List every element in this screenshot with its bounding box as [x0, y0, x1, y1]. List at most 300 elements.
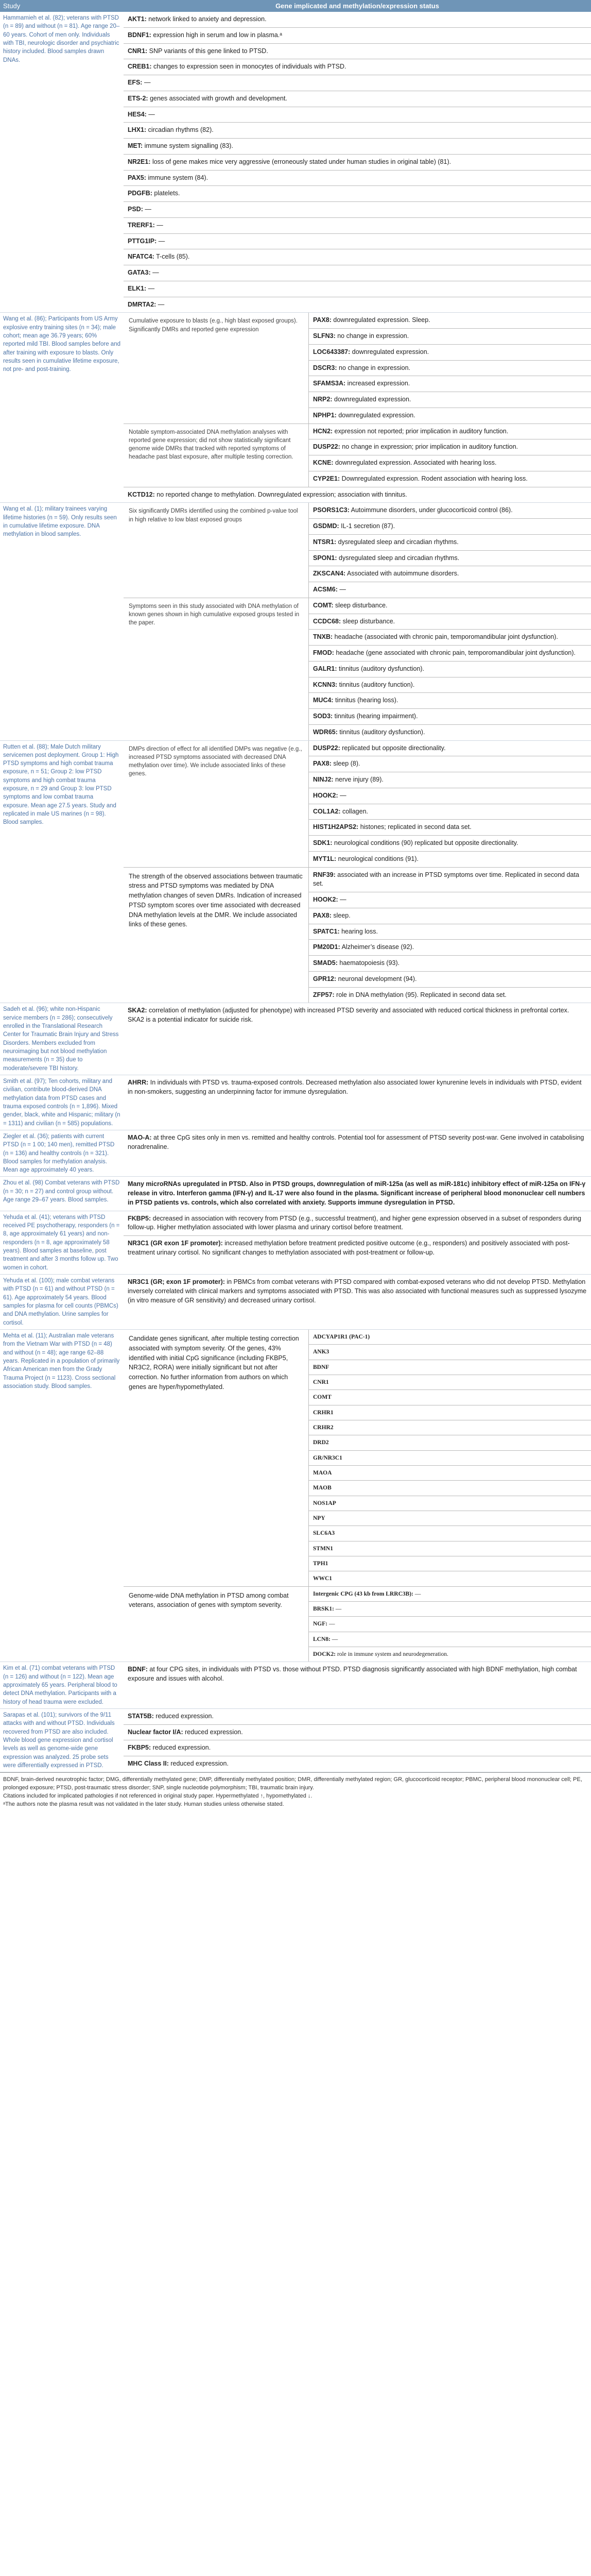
gene-symbol: HIST1H2APS2:: [313, 823, 359, 831]
gene-symbol: SMAD5:: [313, 959, 338, 967]
gene-entry: [309, 836, 591, 852]
study-cell: Smith et al. (97); Ten cohorts, military and civilian, contribute blood-derived DNA methylation data from PTSD cases and trauma exposed controls (n = 1,896). Mixed gender, black, white and Hispanic; military (n = 1311) and civilian (n = 585) populations.: [0, 1075, 124, 1130]
header-genes: Gene implicated and methylation/expression status: [124, 0, 591, 12]
header-study: Study: [0, 0, 124, 12]
gene-entry: [309, 455, 591, 471]
table-row: [0, 503, 591, 740]
gene-symbol: LCN8:: [313, 1636, 331, 1642]
gene-list: [124, 1177, 591, 1210]
gene-symbol: NGF:: [313, 1621, 328, 1628]
study-cell: Rutten et al. (88); Male Dutch military servicemen post deployment. Group 1: High PTSD symptoms and high combat trauma exposure, n = 51; Group 2: low PTSD symptoms and high combat trauma exposure, n = 29 and Group 3: low PTSD symptoms and low combat trauma exposure. Mean age 27.5 years. Study and replicated in male US marines (n = 98). Blood samples.: [0, 740, 124, 1003]
gene-description: neuronal development (94).: [336, 975, 417, 982]
table-row: [0, 313, 591, 503]
gene-entry: [124, 139, 591, 155]
gene-description: —: [154, 221, 163, 229]
gene-entry: [309, 804, 591, 820]
gene-description: loss of gene makes mice very aggressive (erroneously stated under human studies in original table) (81).: [150, 158, 451, 165]
gene-symbol: DRD2: [313, 1439, 329, 1446]
gene-cell: [124, 1211, 591, 1274]
table-row: [0, 1330, 591, 1662]
gene-list: [124, 1211, 591, 1261]
gene-entry: [309, 1481, 591, 1496]
gene-entry: [124, 28, 591, 44]
study-cell: Wang et al. (1); military trainees varying lifetime histories (n = 59). Only results seen in cumulative lifetime exposure. DNA methylation in blood samples.: [0, 503, 124, 740]
gene-description: —: [338, 896, 346, 903]
gene-description: neurological conditions (90) replicated but opposite directionality.: [332, 839, 518, 846]
gene-entry: [309, 471, 591, 487]
table-row: [0, 1130, 591, 1177]
gene-cell: [124, 1003, 591, 1075]
gene-entry: [124, 59, 591, 75]
gene-entry: [309, 630, 591, 646]
gene-symbol: NFATC4:: [128, 253, 154, 261]
gene-entry: [309, 566, 591, 582]
gene-symbol: AKT1:: [128, 15, 147, 23]
group-note: Candidate genes significant, after multiple testing correction associated with symptom severity. Of the genes, 43% identified with initial CpG significance (including FKBP5, NR3C2, RORA) were initially significant but not after correction. No further information from authors on which genes are hyper/hypomethylated.: [124, 1330, 309, 1586]
gene-symbol: HOOK2:: [313, 896, 338, 903]
gene-description: platelets.: [152, 190, 180, 197]
gene-list: [124, 1075, 591, 1100]
group-note: The strength of the observed associations between traumatic stress and PTSD symptoms was mediated by DNA methylation changes of seven DMRs. Indication of increased PTSD symptom scores over time associated with decreased DNA methylation levels at the DMR. We include associated links of these genes.: [124, 868, 309, 1003]
gene-description: sleep.: [331, 911, 351, 919]
study-cell: Kim et al. (71) combat veterans with PTSD (n = 126) and without (n = 122). Mean age approximately 65 years. Peripheral blood to detect DNA methylation. Participants with a history of head trauma were excluded.: [0, 1662, 124, 1709]
gene-description: —: [337, 586, 346, 593]
gene-entry: [124, 1709, 591, 1725]
study-cell: Yehuda et al. (41); veterans with PTSD received PE psychotherapy, responders (n = 8, age approximately 61 years) and non-responders (n = 8, age approximately 58 years). Blood samples at baseline, post treatment and after 3 months follow up. Two women in cohort.: [0, 1211, 124, 1274]
gene-description: sleep disturbance.: [333, 601, 388, 609]
table-row: [0, 1275, 591, 1330]
gene-symbol: SPON1:: [313, 554, 337, 562]
gene-symbol: GALR1:: [313, 665, 337, 672]
group-genes: [309, 313, 591, 423]
gene-description: Downregulated expression. Rodent association with hearing loss.: [340, 474, 528, 482]
gene-symbol: GR/NR3C1: [313, 1454, 342, 1461]
gene-description: replicated but opposite directionality.: [340, 744, 446, 752]
gene-symbol: DOCK2:: [313, 1651, 336, 1657]
gene-entry: [124, 281, 591, 297]
gene-entry: [309, 519, 591, 535]
table-row: [0, 1708, 591, 1772]
gene-description: headache (gene associated with chronic pain, temporomandibular joint dysfunction).: [334, 649, 576, 656]
gene-symbol: PAX8:: [313, 316, 332, 324]
gene-entry: [309, 582, 591, 598]
gene-symbol: PSORS1C3:: [313, 506, 350, 514]
gene-symbol: PTTG1IP:: [128, 237, 157, 245]
gene-symbol: SLFN3:: [313, 332, 336, 340]
gene-entry: [309, 614, 591, 630]
table-row: [0, 1075, 591, 1130]
gene-list: [124, 1130, 591, 1155]
gene-list: [124, 1275, 591, 1308]
gene-symbol: ACSM6:: [313, 586, 338, 593]
gene-symbol: ZFP57:: [313, 991, 335, 998]
gene-description: —: [157, 237, 165, 245]
gene-description: reduced expression.: [168, 1760, 229, 1768]
gene-description: associated with an increase in PTSD symptoms over time. Replicated in second data set.: [313, 871, 579, 888]
gene-description: —: [330, 1636, 338, 1642]
grouped-block: [124, 868, 591, 1003]
gene-entry: [124, 186, 591, 202]
gene-entry: [309, 1435, 591, 1450]
table-row: [0, 1662, 591, 1709]
gene-entry: [309, 709, 591, 725]
gene-description: —: [327, 1621, 335, 1628]
gene-entry: [309, 1466, 591, 1481]
gene-symbol: CNR1: [313, 1379, 329, 1385]
gene-symbol: MUC4:: [313, 697, 334, 704]
gene-entry: [309, 424, 591, 440]
study-cell: Zhou et al. (98) Combat veterans with PTSD (n = 30; n = 27) and control group without. Age range 29–67 years. Blood samples.: [0, 1177, 124, 1211]
gene-description: downregulated expression.: [332, 396, 411, 403]
gene-entry: [309, 756, 591, 772]
gene-symbol: EFS:: [128, 79, 143, 86]
footnote-line: ᵃThe authors note the plasma result was not validated in the later study. Human studies unless otherwise stated.: [3, 1801, 284, 1807]
gene-list: [124, 12, 591, 312]
gene-cell: [124, 1708, 591, 1772]
gene-entry: [124, 171, 591, 187]
gene-entry: [124, 1177, 591, 1210]
gene-description: reduced expression.: [153, 1712, 214, 1720]
gene-description: Associated with autoimmune disorders.: [345, 570, 459, 578]
gene-entry: [309, 1632, 591, 1647]
gene-description: immune system (84).: [146, 174, 208, 181]
gene-symbol: HCN2:: [313, 427, 333, 435]
gene-entry: [124, 218, 591, 234]
gene-symbol: DSCR3:: [313, 364, 337, 371]
gene-symbol: SPATC1:: [313, 927, 340, 935]
gene-symbol: ELK1:: [128, 284, 147, 292]
gene-symbol: NR3C1 (GR exon 1F promoter):: [128, 1240, 223, 1247]
gene-description: tinnitus (auditory function).: [337, 681, 415, 688]
gene-symbol: Many microRNAs upregulated in PTSD. Also in PTSD groups, downregulation of miR-125a (as well as miR-181c) inhibitory effect of miR-125a on IFN-γ release in vitro. Interferon gamma (IFN-γ) and IL-17 were also found in the plasma. Significant increase of peripheral blood mononuclear cell numbers in PTSD patients vs. controls, which also correlated with anxiety. Supports immune dysregulation in PTSD.: [128, 1180, 586, 1206]
gene-description: role in DNA methylation (95). Replicated in second data set.: [334, 991, 507, 998]
gene-symbol: FKBP5:: [128, 1214, 151, 1222]
gene-entry: [309, 551, 591, 567]
gene-description: dysregulated sleep and circadian rhythms.: [337, 554, 460, 562]
gene-symbol: COL1A2:: [313, 807, 341, 815]
gene-cell: [124, 1130, 591, 1177]
gene-symbol: KCNN3:: [313, 681, 338, 688]
gene-description: tinnitus (hearing impairment).: [333, 713, 418, 720]
gene-symbol: WWC1: [313, 1575, 333, 1582]
gene-entry: [309, 892, 591, 908]
gene-description: changes to expression seen in monocytes of individuals with PTSD.: [151, 63, 346, 71]
gene-symbol: SOD3:: [313, 713, 333, 720]
gene-description: increased methylation before treatment predicted positive outcome (e.g., responders) and positively associated with post-treatment urinary cortisol. No significant changes to methylation associated with post-treatment or follow-up.: [128, 1240, 570, 1256]
group-note: Symptoms seen in this study associated with DNA methylation of known genes shown in high cumulative exposed groups tested in the paper.: [124, 598, 309, 740]
gene-description: correlation of methylation (adjusted for phenotype) with increased PTSD severity and associated with reduced cortical thickness in prefrontal cortex. SKA2 is a potential indicator for suicide risk.: [128, 1007, 569, 1023]
gene-description: expression high in serum and low in plasma.ᵃ: [151, 31, 282, 39]
gene-entry: [309, 1360, 591, 1375]
study-cell: Wang et al. (86); Participants from US Army explosive entry training sites (n = 34); male cohort; mean age 36.79 years; 60% reported mild TBI. Blood samples before and after training with exposure to blasts. Only results seen in cumulative lifetime exposure, not pre- and post-training.: [0, 313, 124, 503]
gene-entry: [309, 1345, 591, 1360]
group-genes: [309, 424, 591, 487]
footnote-line: Citations included for implicated pathologies if not referenced in original study paper. Hypermethylated ↑, hypomethylated ↓.: [3, 1793, 312, 1800]
gene-description: tinnitus (hearing loss).: [333, 697, 398, 704]
gene-entry: [309, 1405, 591, 1420]
gene-description: no change in expression.: [335, 332, 409, 340]
gene-symbol: PAX8:: [313, 760, 332, 768]
gene-description: —: [146, 110, 155, 118]
gene-entry: [309, 772, 591, 788]
gene-symbol: AHRR:: [128, 1078, 149, 1086]
gene-description: increased expression.: [345, 380, 410, 387]
gene-entry: [309, 662, 591, 677]
gene-description: —: [146, 284, 155, 292]
gene-entry: [309, 972, 591, 988]
table-row: [0, 12, 591, 313]
gene-symbol: HES4:: [128, 110, 147, 118]
gene-entry: [309, 1390, 591, 1405]
table-row: [0, 1003, 591, 1075]
gene-entry: [124, 44, 591, 60]
gene-entry: [124, 75, 591, 91]
gene-description: in PBMCs from combat veterans with PTSD compared with combat-exposed veterans who did not develop PTSD. Methylation inversely correlated with clinical markers and symptoms associated with PTSD. This was also associated with functional measures such as suppressed lysozyme (in vitro measure of GR sensitivity) and decreased urinary cortisol.: [128, 1278, 587, 1304]
gene-symbol: NR2E1:: [128, 158, 151, 165]
gene-symbol: CYP2E1:: [313, 474, 340, 482]
gene-description: tinnitus (auditory dysfunction).: [337, 665, 425, 672]
footnotes: [0, 1772, 591, 1812]
gene-description: sleep (8).: [331, 760, 360, 768]
study-cell: Yehuda et al. (100); male combat veterans with PTSD (n = 61) and without PTSD (n = 61). Age approximately 54 years. Blood samples for plasma for cell counts (PBMCs) and DNA methylation. Urine samples for cortisol.: [0, 1275, 124, 1330]
group-genes: [309, 868, 591, 1003]
gene-cell: [124, 740, 591, 1003]
gene-description: Autoimmune disorders, under glucocorticoid control (86).: [349, 506, 513, 514]
gene-symbol: NPY: [313, 1515, 325, 1521]
gene-description: genes associated with growth and development.: [148, 94, 287, 102]
gene-symbol: WDR65:: [313, 728, 338, 736]
gene-entry: [309, 329, 591, 345]
gene-description: collagen.: [340, 807, 368, 815]
gene-symbol: NTSR1:: [313, 538, 337, 546]
gene-entry: [309, 725, 591, 740]
gene-symbol: STMN1: [313, 1545, 333, 1552]
gene-entry: [124, 1725, 591, 1741]
gene-description: —: [334, 1605, 342, 1612]
gene-description: downregulated expression. Sleep.: [331, 316, 430, 324]
group-note: Notable symptom-associated DNA methylation analyses with reported gene expression; did not show statistically significant genome wide DMRs that tracked with reported symptoms of headache past blast exposure, after multiple testing correction.: [124, 424, 309, 487]
table-row: [0, 740, 591, 1003]
gene-symbol: SDK1:: [313, 839, 333, 846]
gene-description: decreased in association with recovery from PTSD (e.g., successful treatment), and higher gene expression observed in a subset of responders during follow-up. Higher methylation associated with lower plasma and urinary cortisol before treatment.: [128, 1214, 582, 1231]
gene-entry: [124, 1075, 591, 1100]
gene-description: IL-1 secretion (87).: [339, 522, 395, 530]
gene-symbol: LOC643387:: [313, 348, 351, 355]
gene-description: haematopoiesis (93).: [337, 959, 400, 967]
gene-entry: [309, 646, 591, 662]
gene-cell: [124, 1075, 591, 1130]
gene-description: —: [156, 300, 165, 308]
gene-entry: [124, 1003, 591, 1028]
gene-entry: [124, 297, 591, 313]
gene-entry: [124, 249, 591, 265]
gene-entry: [309, 868, 591, 893]
grouped-block: [124, 313, 591, 423]
table-row: [0, 1177, 591, 1211]
grouped-block: [124, 503, 591, 598]
table-row: [0, 1211, 591, 1274]
gene-symbol: PAX8:: [313, 911, 332, 919]
gene-entry: [309, 503, 591, 519]
gene-description: network linked to anxiety and depression.: [146, 15, 267, 23]
gene-entry: [309, 1647, 591, 1662]
study-cell: Sarapas et al. (101); survivors of the 9/11 attacks with and without PTSD. Individuals recovered from PTSD are also included. Whole blood gene expression and cortisol levels as well as genome-wide gene expression was analyzed. 25 probe sets were differentially expressed in PTSD.: [0, 1708, 124, 1772]
group-genes: [309, 503, 591, 598]
gene-symbol: MYT1L:: [313, 855, 337, 862]
gene-symbol: PDGFB:: [128, 190, 152, 197]
gene-entry: [309, 1526, 591, 1541]
gene-entry: [309, 1375, 591, 1390]
gene-entry: [309, 956, 591, 972]
gene-cell: [124, 313, 591, 503]
gene-entry: [124, 107, 591, 123]
gene-description: dysregulated sleep and circadian rhythms.: [336, 538, 459, 546]
gene-list: [124, 487, 591, 503]
gene-entry: [309, 376, 591, 392]
gene-description: hearing loss.: [339, 927, 378, 935]
gene-symbol: CRHR2: [313, 1424, 334, 1431]
study-cell: Ziegler et al. (36); patients with current PTSD (n = 1 00; 140 men), remitted PTSD (n = 136) and healthy controls (n = 321). Blood samples for methylation analysis. Mean age approximately 40 years.: [0, 1130, 124, 1177]
gene-symbol: RNF39:: [313, 871, 336, 878]
gene-entry: [309, 535, 591, 551]
gene-description: no change in expression; prior implication in auditory function.: [340, 443, 518, 451]
gene-description: downregulated expression.: [350, 348, 429, 355]
gene-entry: [309, 361, 591, 377]
gene-symbol: SLC6A3: [313, 1530, 335, 1537]
gene-entry: [124, 234, 591, 250]
gene-symbol: ADCYAP1R1 (PAC-1): [313, 1334, 370, 1340]
grouped-block: [124, 741, 591, 868]
gene-entry: [309, 408, 591, 423]
gene-entry: [309, 1617, 591, 1632]
gene-entry: [309, 677, 591, 693]
grouped-block: [124, 598, 591, 740]
gene-description: —: [150, 269, 159, 276]
gene-symbol: Nuclear factor I/A:: [128, 1728, 183, 1736]
gene-symbol: MHC Class II:: [128, 1760, 169, 1768]
gene-entry: [124, 91, 591, 107]
gene-symbol: STAT5B:: [128, 1712, 154, 1720]
gene-entry: [309, 1587, 591, 1602]
gene-description: —: [338, 791, 346, 799]
footnote-line: BDNF, brain-derived neurotrophic factor; DMG, differentially methylated gene; DMP, differentially methylated position; DMR, differentially methylated region; GR, glucocorticoid receptor; PBMC, peripheral blood mononuclear cell; PE, prolonged exposure; PTSD, post-traumatic stress disorder; SNP, single nucleotide polymorphism; TBI, traumatic brain injury.: [3, 1776, 582, 1791]
gene-description: at three CpG sites only in men vs. remitted and healthy controls. Potential tool for assessment of PTSD severity post-war. Gene involved in catabolising noradrenaline.: [128, 1133, 584, 1150]
gene-description: expression not reported; prior implication in auditory function.: [333, 427, 509, 435]
gene-symbol: COMT:: [313, 601, 334, 609]
gene-symbol: CRHR1: [313, 1409, 334, 1416]
gene-symbol: FMOD:: [313, 649, 334, 656]
gene-description: sleep disturbance.: [341, 617, 395, 625]
group-note: Genome-wide DNA methylation in PTSD among combat veterans, association of genes with symptom severity.: [124, 1587, 309, 1662]
group-note: Six significantly DMRs identified using the combined p-value tool in high relative to low blast exposed groups: [124, 503, 309, 598]
gene-description: histones; replicated in second data set.: [358, 823, 472, 831]
gene-description: circadian rhythms (82).: [146, 126, 214, 134]
gene-symbol: ZKSCAN4:: [313, 570, 346, 578]
gene-symbol: BRSK1:: [313, 1605, 334, 1612]
gene-entry: [309, 820, 591, 836]
gene-description: neurological conditions (91).: [336, 855, 419, 862]
gene-description: downregulated expression.: [336, 411, 415, 419]
gene-entry: [124, 12, 591, 28]
gene-entry: [309, 988, 591, 1003]
gene-description: —: [143, 206, 151, 213]
gene-symbol: CREB1:: [128, 63, 152, 71]
gene-cell: [124, 1662, 591, 1709]
gene-entry: [124, 123, 591, 139]
gene-entry: [309, 908, 591, 924]
gene-symbol: HOOK2:: [313, 791, 338, 799]
gene-entry: [124, 1211, 591, 1236]
gene-cell: [124, 12, 591, 313]
gene-symbol: BDNF:: [128, 1666, 148, 1673]
gene-description: In individuals with PTSD vs. trauma-exposed controls. Decreased methylation also associated lower kynurenine levels in individuals with PTSD, evident in non-smokers, suggesting an underpinning factor for immune dysregulation.: [128, 1078, 582, 1095]
gene-symbol: MAO-A:: [128, 1133, 152, 1141]
gene-description: no change in expression.: [337, 364, 411, 371]
gene-symbol: ETS-2:: [128, 94, 148, 102]
gene-symbol: PM20D1:: [313, 943, 340, 951]
gene-symbol: COMT: [313, 1394, 332, 1401]
gene-list: [124, 1003, 591, 1028]
gene-entry: [309, 598, 591, 614]
gene-symbol: GATA3:: [128, 269, 151, 276]
gene-symbol: NRP2:: [313, 396, 333, 403]
gene-entry: [309, 1556, 591, 1571]
gene-description: T-cells (85).: [154, 253, 190, 261]
gene-symbol: GPR12:: [313, 975, 337, 982]
gene-entry: [309, 693, 591, 709]
gene-description: —: [413, 1590, 421, 1597]
gene-symbol: ANK3: [313, 1349, 329, 1355]
gene-symbol: BDNF: [313, 1364, 329, 1370]
gene-entry: [309, 924, 591, 940]
gene-description: reduced expression.: [183, 1728, 243, 1736]
gene-entry: [124, 1130, 591, 1155]
gene-entry: [309, 788, 591, 804]
gene-entry: [309, 392, 591, 408]
gene-cell: [124, 503, 591, 740]
gene-cell: [124, 1275, 591, 1330]
gene-symbol: TNXB:: [313, 633, 333, 641]
gene-symbol: MAOA: [313, 1469, 332, 1476]
gene-entry: [124, 1662, 591, 1687]
grouped-block: [124, 1330, 591, 1587]
gene-entry: [309, 1496, 591, 1511]
gene-symbol: MAOB: [313, 1485, 332, 1492]
gene-entry: [124, 1756, 591, 1772]
gene-description: Alzheimer’s disease (92).: [340, 943, 414, 951]
gene-entry: [124, 265, 591, 281]
gene-entry: [309, 1541, 591, 1556]
group-note: DMPs direction of effect for all identified DMPs was negative (e.g., increased PTSD symptoms associated with decreased DNA methylation over time). We include associated links of these genes.: [124, 741, 309, 867]
gene-list: [124, 1709, 591, 1772]
gene-entry: [124, 155, 591, 171]
gene-cell: [124, 1330, 591, 1662]
gene-symbol: KCTD12:: [128, 490, 155, 498]
gene-entry: [309, 345, 591, 361]
gene-description: SNP variants of this gene linked to PTSD.: [147, 47, 268, 55]
gene-description: immune system signalling (83).: [143, 142, 233, 149]
gene-symbol: DMRTA2:: [128, 300, 157, 308]
gene-symbol: PAX5:: [128, 174, 146, 181]
gene-symbol: Intergenic CPG (43 kb from LRRC3B):: [313, 1590, 413, 1597]
group-note: Cumulative exposure to blasts (e.g., high blast exposed groups). Significantly DMRs and reported gene expression: [124, 313, 309, 423]
gene-symbol: MET:: [128, 142, 143, 149]
group-genes: [309, 741, 591, 867]
gene-symbol: TRERF1:: [128, 221, 155, 229]
gene-symbol: BDNF1:: [128, 31, 151, 39]
study-cell: Sadeh et al. (96); white non-Hispanic service members (n = 286); consecutively enrolled in the Translational Research Center for Traumatic Brain Injury and Stress Disorders. Members excluded from neuroimaging but not blood methylation measurements (n = 35) due to moderate/severe TBI history.: [0, 1003, 124, 1075]
gene-entry: [124, 1275, 591, 1308]
